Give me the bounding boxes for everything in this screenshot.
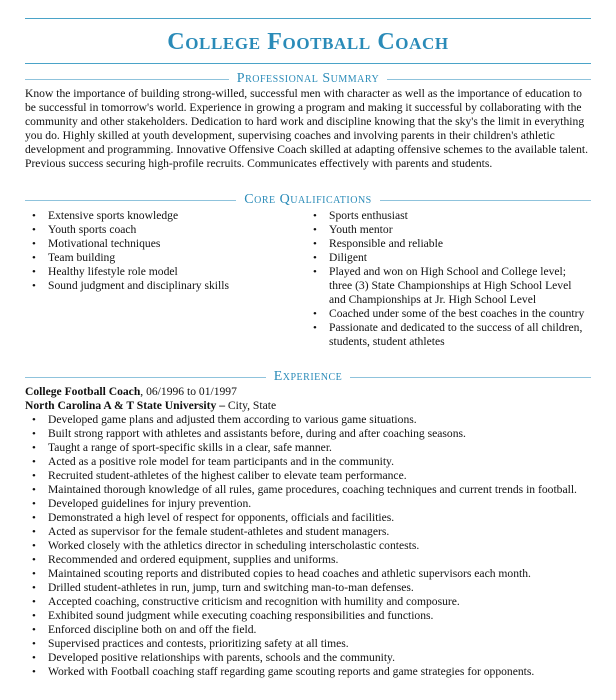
qualification-item-text: Extensive sports knowledge <box>48 209 179 222</box>
bullet-icon: • <box>32 414 36 426</box>
bullet-icon: • <box>32 540 36 552</box>
bullet-icon: • <box>32 238 36 250</box>
bullet-icon: • <box>313 210 317 222</box>
qualification-item-text: Responsible and reliable <box>329 237 443 250</box>
duty-item-text: Worked with Football coaching staff regarding game scouting reports and game strategies for opponents. <box>48 665 535 678</box>
duty-item-text: Accepted coaching, constructive criticism and recognition with humility and composure. <box>48 595 460 608</box>
bullet-icon: • <box>32 456 36 468</box>
bullet-icon: • <box>32 280 36 292</box>
duty-item-text: Recruited student-athletes of the highest caliber to elevate team performance. <box>48 469 407 482</box>
header-rule-bottom <box>25 63 591 64</box>
qualification-item-text: Healthy lifestyle role model <box>48 265 178 278</box>
duty-item <box>25 567 595 581</box>
bullet-icon: • <box>313 266 317 278</box>
bullet-icon: • <box>32 210 36 222</box>
header-rule-top <box>25 18 591 19</box>
qualification-item <box>306 223 586 237</box>
duty-item <box>25 413 595 427</box>
section-title-experience: Experience <box>273 369 343 384</box>
job-employer-line <box>25 399 595 413</box>
duty-item-text: Acted as supervisor for the female student-athletes and student managers. <box>48 525 390 538</box>
qualification-item <box>306 321 586 349</box>
bullet-icon: • <box>32 526 36 538</box>
resume-title: College Football Coach <box>167 29 449 55</box>
duty-item-text: Developed positive relationships with parents, schools and the community. <box>48 651 395 664</box>
qualification-item <box>25 223 305 237</box>
job-title: College Football Coach <box>25 385 141 398</box>
qualification-item-text: Sound judgment and disciplinary skills <box>48 279 229 292</box>
bullet-icon: • <box>32 224 36 236</box>
bullet-icon: • <box>32 568 36 580</box>
bullet-icon: • <box>32 470 36 482</box>
qualifications-right-list <box>306 209 586 349</box>
qualification-item-text: Motivational techniques <box>48 237 161 250</box>
duty-item-text: Drilled student-athletes in run, jump, turn and switching man-to-man defenses. <box>48 581 414 594</box>
duty-item-text: Recommended and ordered equipment, supplies and uniforms. <box>48 553 339 566</box>
duty-item-text: Built strong rapport with athletes and assistants before, during and after coaching seasons. <box>48 427 466 440</box>
duty-item-text: Exhibited sound judgment while executing coaching responsibilities and functions. <box>48 609 434 622</box>
duty-item <box>25 581 595 595</box>
qualification-item-text: Played and won on High School and College level; three (3) State Championships at High School Level and Championships at Jr. High School Level <box>329 265 572 306</box>
section-title-summary: Professional Summary <box>236 71 380 86</box>
qualification-item <box>25 279 305 293</box>
job-entry <box>25 385 595 413</box>
qualification-item <box>25 265 305 279</box>
bullet-icon: • <box>32 554 36 566</box>
qualification-item <box>306 237 586 251</box>
bullet-icon: • <box>32 624 36 636</box>
duty-item <box>25 637 595 651</box>
resume-header <box>25 18 591 64</box>
bullet-icon: • <box>32 498 36 510</box>
duty-item <box>25 469 595 483</box>
duty-item <box>25 609 595 623</box>
duty-item-text: Demonstrated a high level of respect for opponents, officials and facilities. <box>48 511 395 524</box>
duty-item <box>25 665 595 679</box>
bullet-icon: • <box>32 484 36 496</box>
bullet-icon: • <box>32 666 36 678</box>
qualification-item-text: Diligent <box>329 251 367 264</box>
duty-item <box>25 427 595 441</box>
qualifications-left-list <box>25 209 305 293</box>
qualification-item <box>25 237 305 251</box>
duty-item <box>25 651 595 665</box>
bullet-icon: • <box>32 252 36 264</box>
duty-item-text: Taught a range of sport-specific skills in a clear, safe manner. <box>48 441 332 454</box>
bullet-icon: • <box>313 308 317 320</box>
duty-item-text: Supervised practices and contests, prioritizing safety at all times. <box>48 637 349 650</box>
duty-item <box>25 483 595 497</box>
duty-item-text: Developed game plans and adjusted them according to various game situations. <box>48 413 417 426</box>
qualification-item <box>306 265 586 307</box>
summary-paragraph: Know the importance of building strong-willed, successful men with character as well as the importance of education to be successful in tomorrow's world. Experience in growing a program and making it successful by collaborating with the community and other stakeholders. Dedication to hard work and discipline knowing that the sky's the limit in everything you do. Highly skilled at youth development, supervising coaches and involving parents in their children's athletic development and programming. Innovative Offensive Coach skilled at adapting offensive schemes to the available talent. Previous success securing high-profile recruits. Communicates effectively with parents and students. <box>25 87 588 170</box>
qualification-item <box>306 209 586 223</box>
section-heading-experience <box>25 370 591 384</box>
bullet-icon: • <box>32 596 36 608</box>
bullet-icon: • <box>32 652 36 664</box>
qualification-item <box>25 251 305 265</box>
qualification-item-text: Youth sports coach <box>48 223 137 236</box>
section-heading-summary <box>25 72 591 86</box>
duty-item <box>25 497 595 511</box>
job-employer: North Carolina A & T State University – <box>25 399 225 412</box>
duty-item <box>25 595 595 609</box>
job-title-line <box>25 385 595 399</box>
duty-item <box>25 441 595 455</box>
duty-item <box>25 525 595 539</box>
bullet-icon: • <box>32 638 36 650</box>
bullet-icon: • <box>32 266 36 278</box>
duty-item-text: Worked closely with the athletics director in scheduling interscholastic contests. <box>48 539 420 552</box>
duty-item-text: Maintained scouting reports and distributed copies to head coaches and athletic supervisors each month. <box>48 567 531 580</box>
bullet-icon: • <box>313 322 317 334</box>
duty-item-text: Developed guidelines for injury prevention. <box>48 497 252 510</box>
duty-item-text: Enforced discipline both on and off the field. <box>48 623 257 636</box>
section-title-qualifications: Core Qualifications <box>244 192 372 207</box>
qualification-item-text: Passionate and dedicated to the success of all children, students, student athletes <box>329 321 583 348</box>
bullet-icon: • <box>32 442 36 454</box>
duty-item <box>25 539 595 553</box>
bullet-icon: • <box>32 428 36 440</box>
bullet-icon: • <box>313 224 317 236</box>
qualification-item <box>306 251 586 265</box>
duty-item-text: Acted as a positive role model for team participants and in the community. <box>48 455 394 468</box>
qualification-item-text: Youth mentor <box>329 223 393 236</box>
duty-item <box>25 511 595 525</box>
bullet-icon: • <box>32 512 36 524</box>
duty-item-text: Maintained thorough knowledge of all rules, game procedures, coaching techniques and current trends in football. <box>48 483 577 496</box>
duty-item <box>25 455 595 469</box>
section-heading-qualifications <box>25 193 591 207</box>
bullet-icon: • <box>32 610 36 622</box>
job-dates: , 06/1996 to 01/1997 <box>140 385 237 398</box>
qualification-item-text: Team building <box>48 251 116 264</box>
duty-item <box>25 623 595 637</box>
bullet-icon: • <box>313 238 317 250</box>
bullet-icon: • <box>313 252 317 264</box>
job-location: City, State <box>225 399 277 412</box>
duty-item <box>25 553 595 567</box>
qualification-item-text: Coached under some of the best coaches in the country <box>329 307 585 320</box>
qualification-item <box>306 307 586 321</box>
qualification-item <box>25 209 305 223</box>
job-duties-list <box>25 413 595 679</box>
bullet-icon: • <box>32 582 36 594</box>
qualification-item-text: Sports enthusiast <box>329 209 408 222</box>
